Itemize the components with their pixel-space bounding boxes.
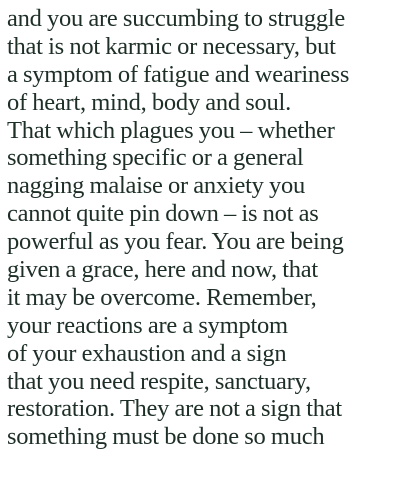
text-line-13: of your exhaustion and a sign: [7, 339, 287, 367]
text-line-10: given a grace, here and now, that: [7, 256, 318, 284]
text-line-6: something specific or a general: [7, 144, 304, 172]
text-line-14: that you need respite, sanctuary,: [7, 367, 311, 395]
text-line-16: something must be done so much: [7, 423, 325, 451]
text-line-3: a symptom of fatigue and weariness: [7, 60, 350, 88]
text-line-7: nagging malaise or anxiety you: [7, 172, 306, 200]
text-line-1: and you are succumbing to struggle: [7, 5, 346, 32]
text-line-11: it may be overcome. Remember,: [7, 283, 317, 311]
text-line-15: restoration. They are not a sign that: [7, 395, 342, 423]
text-line-4: of heart, mind, body and soul.: [7, 88, 291, 116]
text-line-5: That which plagues you – whether: [7, 116, 335, 144]
text-line-9: powerful as you fear. You are being: [7, 228, 344, 256]
body-paragraph: [7, 5, 399, 451]
text-line-2: that is not karmic or necessary, but: [7, 32, 336, 60]
text-line-12: your reactions are a symptom: [7, 311, 288, 339]
text-line-8: cannot quite pin down – is not as: [7, 200, 319, 228]
